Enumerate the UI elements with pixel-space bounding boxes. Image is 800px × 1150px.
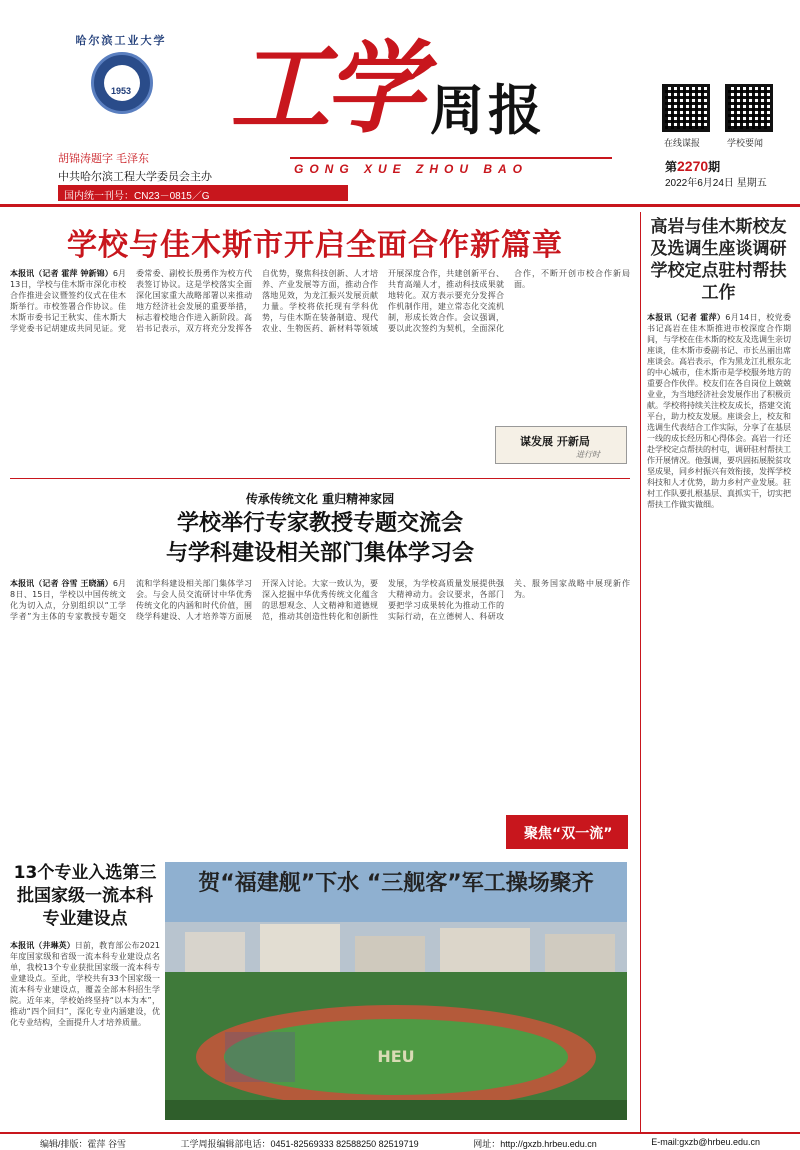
qr-code-news[interactable] (725, 84, 773, 132)
qr-label-online: 在线谋报 (664, 138, 701, 148)
slogan-box (495, 426, 627, 464)
right-headline[interactable]: 高岩与佳木斯校友及选调生座谈调研学校定点驻村帮扶工作 (650, 217, 787, 303)
second-byline: 本报讯（记者 谷雪 王晓涵） (10, 579, 113, 588)
third-byline: 本报讯（井琳英） (10, 941, 75, 950)
seal-year: 1953 (110, 86, 132, 96)
section-divider (10, 478, 630, 479)
focus-banner (506, 815, 628, 849)
qr-label-news: 学校要闻 (727, 138, 764, 148)
third-body: 本报讯（井琳英）日前，教育部公布2021年度国家级和省级一流本科专业建设点名单，我校13个专业获批国家级一流本科专业建设点。至此，学校共有33个国家级一流本科专业建设点，覆盖全部本科招生学院。近年来，学校始终坚持“以本为本”，推动“四个回归”，深化专业内涵建设，优化专业结构，全面提升人才培养质量。 (10, 941, 160, 1027)
masthead-title (230, 28, 440, 148)
lead-headline[interactable]: 学校与佳木斯市开启全面合作新篇章 (67, 228, 563, 263)
second-body: 本报讯（记者 谷雪 王晓涵）6月8日、15日，学校以中国传统文化为切入点，分别组织以“工学学者”为主体的专家教授专题交流和学科建设相关部门集体学习会。与会人员交流研讨中华优秀传统文化的内涵和时代价值，围绕学科建设、人才培养等方面展开深入讨论。大家一致认为，要深入挖掘中华优秀传统文化蕴含的思想观念、人文精神和道德规范，推动其创造性转化和创新性发展，为学校高质量发展提供强大精神动力。会议要求，各部门要把学习成果转化为推动工作的实际行动，在立德树人、科研攻关、服务国家战略中展现新作为。 (10, 579, 630, 621)
masthead-rule (290, 157, 612, 159)
footer-url[interactable]: 网址：http://gxzb.hrbeu.edu.cn (473, 1139, 597, 1149)
masthead-pinyin: GONG XUE ZHOU BAO (294, 162, 529, 176)
second-kicker: 传承传统文化 重归精神家园 (245, 492, 395, 506)
footer-email[interactable]: E-mail:gxzb@hrbeu.edu.cn (651, 1137, 760, 1147)
seal-ring (91, 52, 153, 114)
footer-editors: 编辑/排版：霍萍 谷雪 (40, 1139, 127, 1149)
slogan-subtitle: 进行时 (576, 450, 600, 459)
right-body: 本报讯（记者 霍萍）6月14日，校党委书记高岩在佳木斯推进市校深度合作期间，与学校在佳木斯的校友及选调生亲切座谈，佳木斯市委副书记、市长丛丽出席座谈会。高岩表示，作为黑龙江扎根东北的中心城市，佳木斯市是学校服务地方的重要合作伙伴。校友们在各自岗位上兢兢业业，为当地经济社会发展作出了积极贡献。学校将持续关注校友成长，搭建交流平台，助力校友发展。座谈会上，校友和选调生代表结合工作实际，分享了在基层一线的成长经历和心得体会。高岩一行还赴学校定点帮扶的村屯，调研驻村帮扶工作开展情况。他强调，要巩固拓展脱贫攻坚成果，同乡村振兴有效衔接，发挥学校科技和人才优势，助力乡村产业发展。驻村工作队要扎根基层、真抓实干，切实把帮扶工作做实做细。 (647, 313, 791, 509)
photo-title[interactable]: 贺“福建舰”下水 “三舰客”军工操场聚齐 (198, 871, 594, 896)
right-byline: 本报讯（记者 霍萍） (647, 313, 726, 322)
publisher: 中共哈尔滨工程大学委员会主办 (58, 171, 212, 183)
lead-body: 本报讯（记者 霍萍 钟新锦）6月13日，学校与佳木斯市深化市校合作推进会议暨签约仪式在佳木斯举行。市校签署合作协议。佳木斯市委书记王秋实、佳木斯大学党委书记胡建成共同见证。党委常委、副校长殷勇作为校方代表签订协议。这是学校落实全面深化国家重大战略部署以来推动地方经济社会发展的重要举措，标志着校地合作进入新阶段。高岩书记表示，双方将充分发挥各自优势，聚焦科技创新、人才培养、产业发展等方面，推动合作落地见效，为龙江振兴发展贡献力量。学校将依托现有学科优势，与佳木斯在装备制造、现代农业、生物医药、新材料等领域开展深度合作，共建创新平台、共育高端人才，推动科技成果就地转化。双方表示要充分发挥合作机制作用，建立常态化交流机制，形成长效合作。会议强调，要以此次签约为契机，全面深化合作，不断开创市校合作新局面。 (10, 269, 630, 333)
issue-date: 2022年6月24日 星期五 (665, 178, 767, 189)
seal-text: 哈尔滨工业大学 (75, 35, 167, 47)
issue-number: 第2270期 (665, 158, 721, 174)
cn-number: 国内统一刊号：CN23－0815／G (58, 185, 348, 201)
masthead-divider (0, 204, 800, 207)
svg-text:HEU: HEU (377, 1047, 415, 1066)
qr-code-online[interactable] (662, 84, 710, 132)
masthead-weekly: 周报 (430, 79, 546, 142)
second-headline[interactable]: 学校举行专家教授专题交流会 与学科建设相关部门集体学习会 (165, 511, 474, 566)
lead-byline: 本报讯（记者 霍萍 钟新锦） (10, 269, 113, 278)
focus-banner-text: 聚焦“双一流” (524, 826, 613, 842)
university-seal (58, 36, 184, 146)
third-headline[interactable]: 13个专业入选第三批国家级一流本科专业建设点 (13, 863, 157, 929)
campus-photo (165, 862, 627, 1120)
title-calligraphy: 工学 (230, 29, 418, 147)
right-column (640, 212, 790, 1132)
masthead-credits (58, 150, 212, 186)
slogan-title: 谋发展 开新局 (520, 435, 590, 448)
page-footer (0, 1132, 800, 1149)
campus-aerial-illustration (165, 862, 627, 1120)
footer-address: 工学周报编辑部电话：0451-82569333 82588250 82519719 (180, 1139, 419, 1149)
inscription: 胡锦涛题字 毛泽东 (58, 153, 150, 165)
